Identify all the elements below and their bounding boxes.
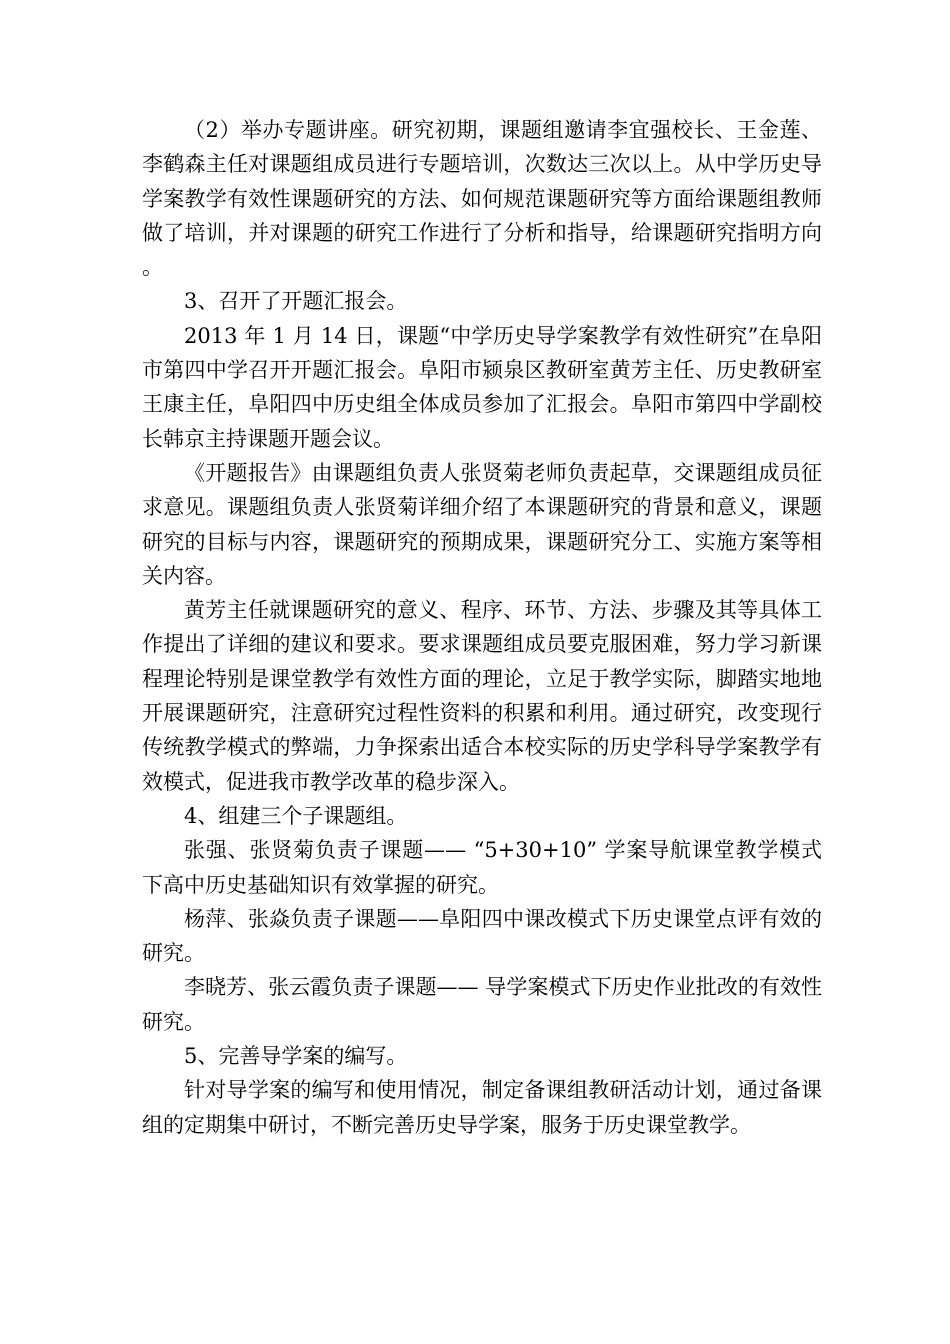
heading-sub-groups: 4、组建三个子课题组。	[184, 803, 408, 828]
paragraph-lecture: （2）举办专题讲座。研究初期，课题组邀请李宜强校长、王金莲、李鹤森主任对课题组成员进行专题培训，次数达三次以上。从中学历史导学案教学有效性课题研究的方法、如何规范课题研究等方面给课题组教师做了培训，并对课题的研究工作进行了分析和指导，给课题研究指明方向。	[142, 118, 822, 280]
paragraph-sub-topic-1: 张强、张贤菊负责子课题—— “5+30+10” 学案导航课堂教学模式下高中历史基础知识有效掌握的研究。	[142, 838, 822, 897]
heading-opening-report-meeting: 3、召开了开题汇报会。	[184, 289, 408, 314]
heading-guide-writing: 5、完善导学案的编写。	[184, 1044, 408, 1069]
paragraph-guide-writing: 针对导学案的编写和使用情况，制定备课组教研活动计划，通过备课组的定期集中研讨，不断完善历史导学案，服务于历史课堂教学。	[142, 1078, 822, 1137]
paragraph-sub-topic-3: 李晓芳、张云霞负责子课题—— 导学案模式下历史作业批改的有效性研究。	[142, 975, 822, 1034]
paragraph-director-advice: 黄芳主任就课题研究的意义、程序、环节、方法、步骤及其等具体工作提出了详细的建议和要求。要求课题组成员要克服困难，努力学习新课程理论特别是课堂教学有效性方面的理论，立足于教学实际，脚踏实地地开展课题研究，注意研究过程性资料的积累和利用。通过研究，改变现行传统教学模式的弊端，力争探索出适合本校实际的历史学科导学案教学有效模式，促进我市教学改革的稳步深入。	[142, 598, 822, 794]
document-body	[142, 113, 822, 1142]
paragraph-sub-topic-2: 杨萍、张焱负责子课题——阜阳四中课改模式下历史课堂点评有效的研究。	[142, 906, 822, 966]
paragraph-meeting-date: 2013 年 1 月 14 日，课题“中学历史导学案教学有效性研究”在阜阳市第四中学召开开题汇报会。阜阳市颍泉区教研室黄芳主任、历史教研室王康主任，阜阳四中历史组全体成员参加了汇报会。阜阳市第四中学副校长韩京主持课题开题会议。	[142, 323, 822, 451]
paragraph-opening-report: 《开题报告》由课题组负责人张贤菊老师负责起草，交课题组成员征求意见。课题组负责人张贤菊详细介绍了本课题研究的背景和意义，课题研究的目标与内容，课题研究的预期成果，课题研究分工、实施方案等相关内容。	[142, 460, 822, 588]
